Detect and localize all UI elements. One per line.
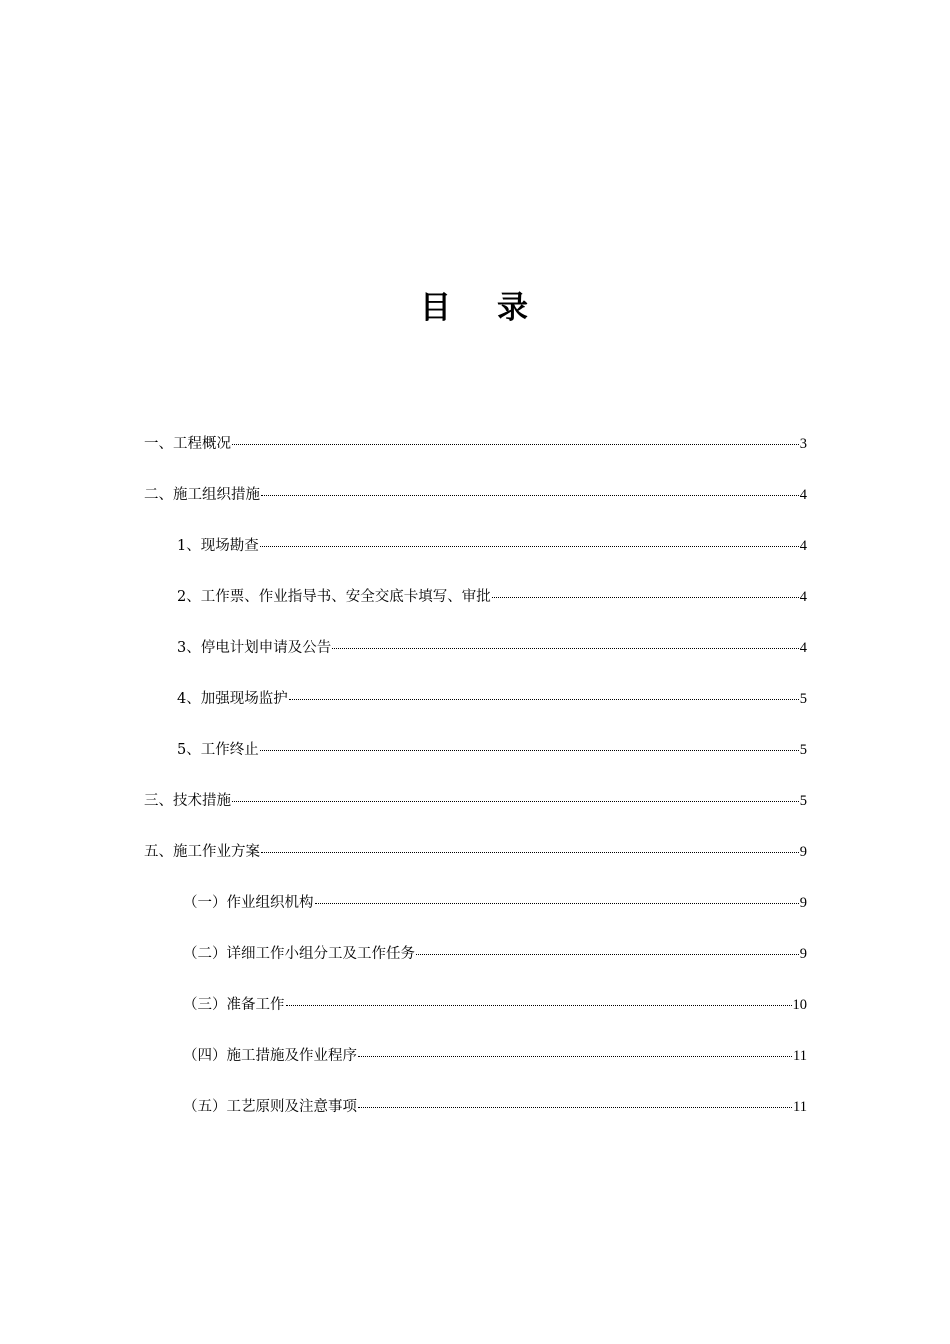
toc-dot-leader xyxy=(261,495,799,496)
toc-page-number: 4 xyxy=(799,538,807,554)
toc-entry-project-overview[interactable] xyxy=(144,432,807,483)
toc-entry-text: 二、施工组织措施 xyxy=(144,487,260,503)
toc-entry-work-permit[interactable] xyxy=(144,585,807,636)
toc-dot-leader xyxy=(232,444,799,445)
toc-entry-construction-plan[interactable] xyxy=(144,840,807,891)
toc-entry-site-supervision[interactable] xyxy=(144,687,807,738)
toc-page-number: 4 xyxy=(799,589,807,605)
toc-page-number: 11 xyxy=(793,1048,807,1064)
toc-page-number: 5 xyxy=(799,691,807,707)
toc-entry-text: 一、工程概况 xyxy=(144,436,231,452)
toc-dot-leader xyxy=(261,852,799,853)
toc-entry-preparation[interactable] xyxy=(144,993,807,1044)
toc-entry-procedures[interactable] xyxy=(144,1044,807,1095)
toc-entry-text: （二）详细工作小组分工及工作任务 xyxy=(183,946,415,962)
toc-dot-leader xyxy=(358,1107,792,1108)
toc-entry-outage-plan[interactable] xyxy=(144,636,807,687)
toc-entry-text: 4、加强现场监护 xyxy=(177,691,288,707)
toc-dot-leader xyxy=(289,699,799,700)
toc-entry-text: （三）准备工作 xyxy=(183,997,285,1013)
toc-dot-leader xyxy=(315,903,799,904)
toc-entry-text: 5、工作终止 xyxy=(177,742,259,758)
toc-page-number: 5 xyxy=(799,793,807,809)
toc-dot-leader xyxy=(492,597,799,598)
toc-page-number: 9 xyxy=(799,844,807,860)
toc-title-char-1: 目 xyxy=(420,290,453,326)
toc-page-number: 3 xyxy=(799,436,807,452)
toc-entry-text: 2、工作票、作业指导书、安全交底卡填写、审批 xyxy=(177,589,491,605)
toc-entry-text: （四）施工措施及作业程序 xyxy=(183,1048,357,1064)
toc-entry-site-survey[interactable] xyxy=(144,534,807,585)
toc-dot-leader xyxy=(260,546,799,547)
toc-entry-text: 3、停电计划申请及公告 xyxy=(177,640,332,656)
toc-entry-text: （一）作业组织机构 xyxy=(183,895,314,911)
toc-page-number: 9 xyxy=(799,895,807,911)
toc-dot-leader xyxy=(416,954,799,955)
toc-page-number: 9 xyxy=(799,946,807,962)
table-of-contents xyxy=(144,432,807,1146)
toc-entry-technical-measures[interactable] xyxy=(144,789,807,840)
toc-dot-leader xyxy=(260,750,799,751)
toc-entry-work-termination[interactable] xyxy=(144,738,807,789)
toc-entry-organization-structure[interactable] xyxy=(144,891,807,942)
toc-title xyxy=(0,282,950,327)
toc-dot-leader xyxy=(358,1056,792,1057)
toc-dot-leader xyxy=(232,801,799,802)
toc-title-char-2: 录 xyxy=(497,290,530,326)
toc-entry-text: 三、技术措施 xyxy=(144,793,231,809)
toc-page-number: 10 xyxy=(792,997,807,1013)
toc-entry-organization-measures[interactable] xyxy=(144,483,807,534)
toc-dot-leader xyxy=(286,1005,792,1006)
toc-entry-text: 1、现场勘查 xyxy=(177,538,259,554)
toc-entry-text: 五、施工作业方案 xyxy=(144,844,260,860)
toc-entry-process-notes[interactable] xyxy=(144,1095,807,1146)
toc-page-number: 4 xyxy=(799,640,807,656)
toc-entry-text: （五）工艺原则及注意事项 xyxy=(183,1099,357,1115)
toc-entry-team-assignments[interactable] xyxy=(144,942,807,993)
toc-page-number: 5 xyxy=(799,742,807,758)
toc-dot-leader xyxy=(332,648,799,649)
toc-page-number: 11 xyxy=(793,1099,807,1115)
toc-page-number: 4 xyxy=(799,487,807,503)
